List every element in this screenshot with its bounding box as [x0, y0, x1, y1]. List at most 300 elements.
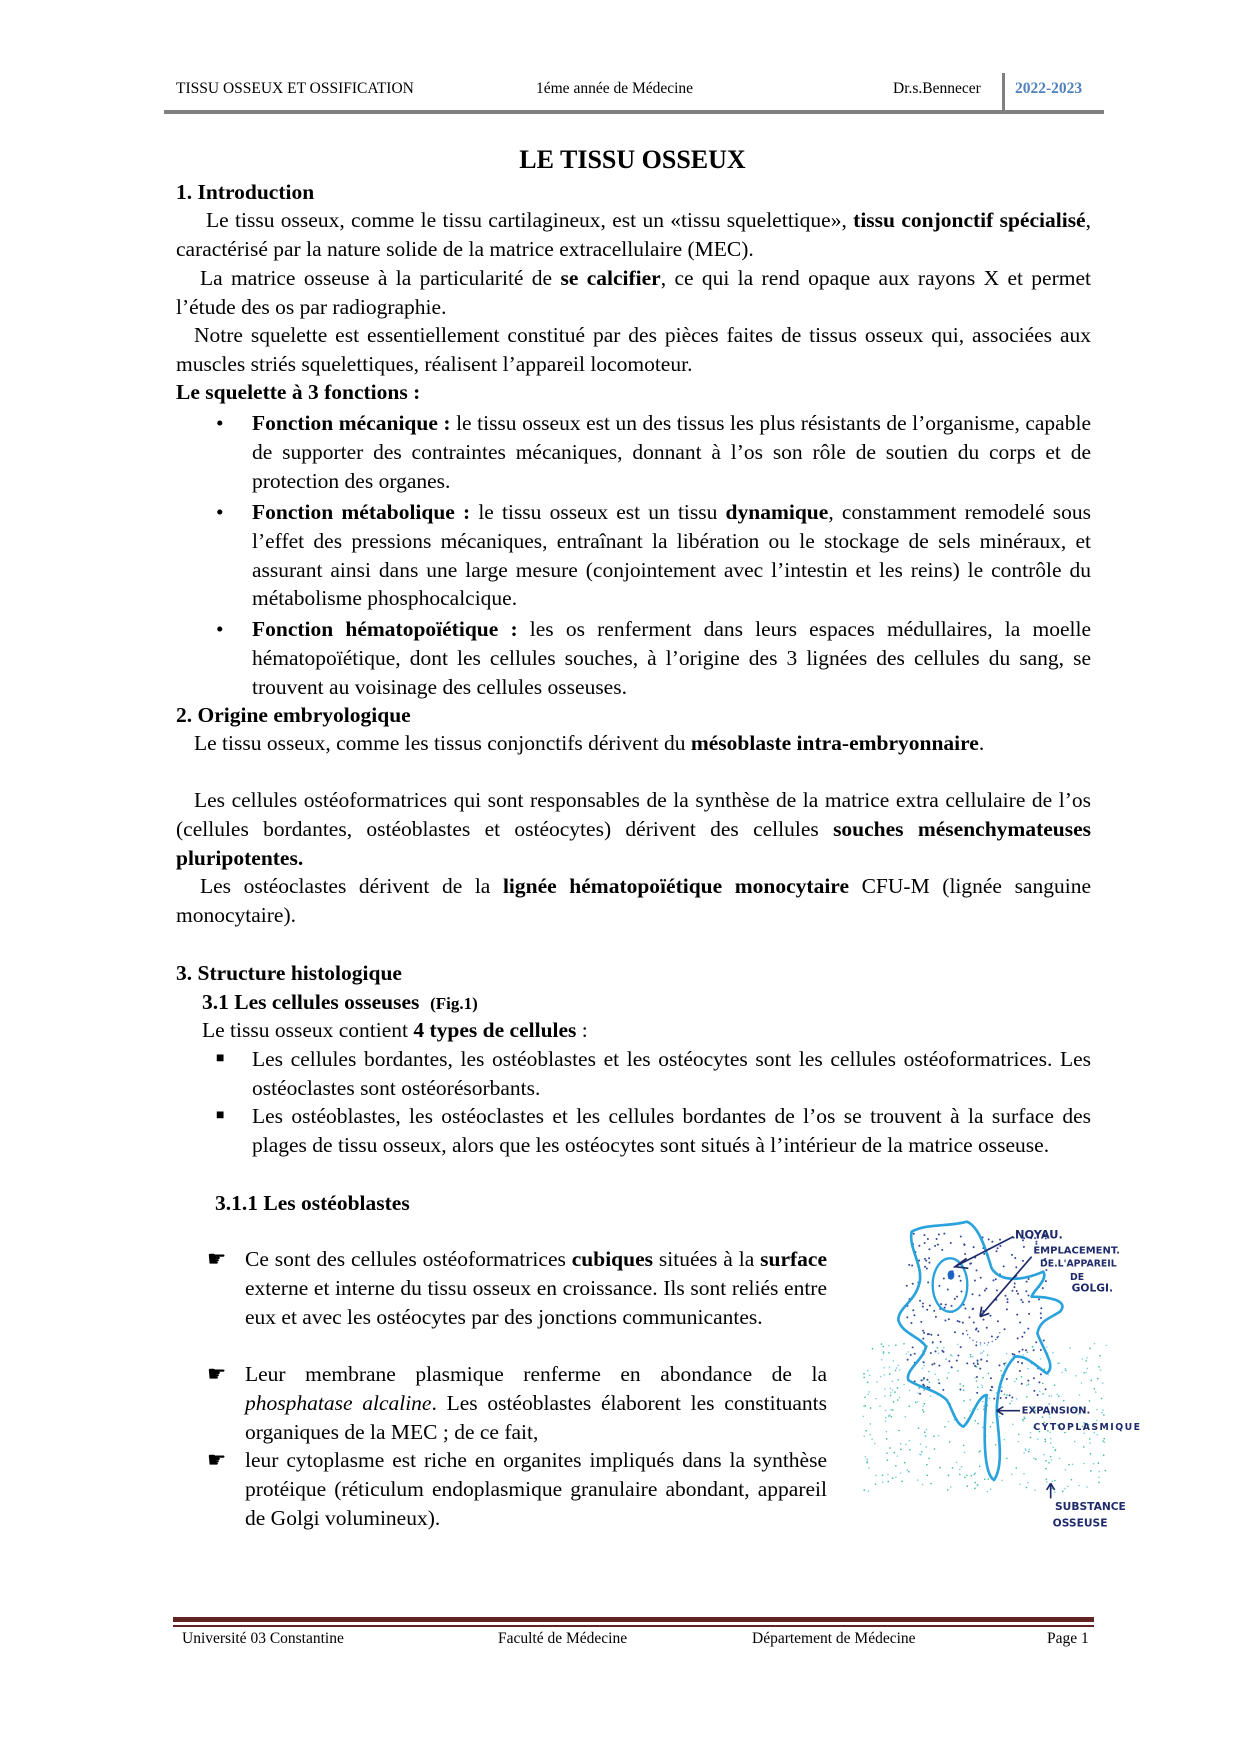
matrix-dot — [1089, 1400, 1091, 1402]
matrix-dot — [1019, 1483, 1021, 1485]
matrix-dot — [970, 1354, 972, 1356]
matrix-dot — [1021, 1376, 1023, 1378]
cytoplasm-dot — [960, 1280, 962, 1282]
matrix-dot — [1085, 1372, 1087, 1374]
figure-reference: (Fig.1) — [430, 994, 478, 1013]
text-run: leur cytoplasme est riche en organites impliqués dans la synthèse protéique (réticulum endoplasmique granulaire abondant, appareil de Golgi volumineux). — [245, 1448, 827, 1530]
cytoplasm-dot — [938, 1234, 940, 1236]
matrix-dot — [926, 1429, 928, 1431]
cytoplasm-dot — [960, 1346, 962, 1348]
cytoplasm-dot — [1033, 1349, 1035, 1351]
matrix-dot — [883, 1367, 885, 1369]
matrix-dot — [881, 1343, 883, 1345]
cytoplasm-dot — [1009, 1394, 1011, 1396]
matrix-dot — [1054, 1480, 1056, 1482]
cytoplasm-dot — [977, 1359, 979, 1361]
bold-text: cubiques — [571, 1247, 654, 1271]
matrix-dot — [871, 1438, 873, 1440]
cytoplasm-dot — [943, 1233, 945, 1235]
matrix-dot — [961, 1466, 963, 1468]
intro-paragraph — [176, 321, 1091, 379]
matrix-dot — [956, 1462, 958, 1464]
cytoplasm-dot — [1043, 1340, 1045, 1342]
matrix-dot — [959, 1383, 961, 1385]
matrix-dot — [1026, 1351, 1028, 1353]
square-bullet-icon: ■ — [216, 1051, 225, 1066]
matrix-dot — [885, 1410, 887, 1412]
cytoplasm-dot — [906, 1316, 908, 1318]
matrix-dot — [1068, 1464, 1070, 1466]
cytoplasm-dot — [948, 1318, 950, 1320]
matrix-dot — [977, 1423, 979, 1425]
cytoplasm-dot — [991, 1386, 993, 1388]
matrix-dot — [908, 1471, 910, 1473]
matrix-dot — [881, 1359, 883, 1361]
cytoplasm-dot — [991, 1241, 993, 1243]
cytoplasm-dot — [980, 1359, 982, 1361]
cytoplasm-dot — [997, 1247, 999, 1249]
square-bullet-icon: ■ — [216, 1108, 225, 1123]
matrix-dot — [995, 1444, 997, 1446]
cytoplasm-dot — [937, 1334, 939, 1336]
matrix-dot — [939, 1467, 941, 1469]
matrix-dot — [883, 1353, 885, 1355]
matrix-dot — [1034, 1489, 1036, 1491]
matrix-dot — [975, 1472, 977, 1474]
matrix-dot — [906, 1469, 908, 1471]
matrix-dot — [1048, 1395, 1050, 1397]
matrix-dot — [987, 1354, 989, 1356]
cytoplasm-dot — [922, 1330, 924, 1332]
matrix-dot — [1006, 1353, 1008, 1355]
cytoplasm-dot — [1004, 1295, 1006, 1297]
matrix-dot — [867, 1393, 869, 1395]
figure-label-substance: OSSEUSE — [1052, 1516, 1108, 1530]
matrix-dot — [1003, 1439, 1005, 1441]
matrix-dot — [1079, 1394, 1081, 1396]
cytoplasm-dot — [986, 1360, 988, 1362]
cytoplasm-dot — [923, 1234, 925, 1236]
matrix-dot — [1009, 1403, 1011, 1405]
matrix-dot — [909, 1449, 911, 1451]
bold-text: souches mésenchymateuses pluripotentes. — [176, 816, 1092, 870]
matrix-dot — [1037, 1438, 1039, 1440]
matrix-dot — [1012, 1424, 1014, 1426]
matrix-dot — [917, 1392, 919, 1394]
cytoplasm-dot — [985, 1288, 987, 1290]
figure-label-golgi: GOLGI. — [1071, 1281, 1114, 1295]
matrix-dot — [982, 1427, 984, 1429]
cytoplasm-dot — [960, 1236, 962, 1238]
text-run: , constamment remodelé sous l’effet des pressions mécaniques, entraînant la libération ou le stockage de sels minéraux, et assurant ainsi dans une large mesure (conjointement avec l’intestin et les reins) le contrôle du métabolisme phosphocalcique. — [252, 500, 1092, 611]
matrix-dot — [1096, 1420, 1098, 1422]
footer-university: Université 03 Constantine — [182, 1630, 344, 1647]
cytoplasm-dot — [957, 1355, 959, 1357]
matrix-dot — [1072, 1464, 1074, 1466]
matrix-dot — [1048, 1403, 1050, 1405]
cytoplasm-dot — [990, 1389, 992, 1391]
matrix-dot — [1052, 1352, 1054, 1354]
matrix-dot — [867, 1381, 869, 1383]
bullet-icon: • — [216, 617, 224, 641]
matrix-dot — [1098, 1482, 1100, 1484]
cytoplasm-dot — [1011, 1396, 1013, 1398]
matrix-dot — [1103, 1454, 1105, 1456]
cytoplasm-dot — [983, 1253, 985, 1255]
matrix-dot — [1064, 1488, 1066, 1490]
header-year-level: 1éme année de Médecine — [536, 80, 694, 97]
cytoplasm-dot — [913, 1314, 915, 1316]
cytoplasm-dot — [938, 1382, 940, 1384]
cytoplasm-dot — [999, 1245, 1001, 1247]
matrix-dot — [1006, 1457, 1008, 1459]
cytoplasm-dot — [993, 1398, 995, 1400]
cytoplasm-dot — [976, 1392, 978, 1394]
cytoplasm-dot — [1025, 1349, 1027, 1351]
header-course: TISSU OSSEUX ET OSSIFICATION — [176, 80, 414, 97]
cytoplasm-dot — [1042, 1287, 1044, 1289]
list-item-text — [245, 1362, 827, 1444]
matrix-dot — [1006, 1394, 1008, 1396]
cytoplasm-dot — [1003, 1265, 1005, 1267]
cytoplasm-dot — [951, 1366, 953, 1368]
matrix-dot — [1046, 1481, 1048, 1483]
cytoplasm-dot — [1040, 1373, 1042, 1375]
matrix-dot — [974, 1482, 976, 1484]
cytoplasm-dot — [930, 1352, 932, 1354]
pointing-hand-icon: ☛ — [207, 1448, 227, 1472]
cytoplasm-dot — [928, 1257, 930, 1259]
cytoplasm-dot — [999, 1239, 1001, 1241]
cytoplasm-dot — [1040, 1307, 1042, 1309]
matrix-dot — [875, 1398, 877, 1400]
matrix-dot — [899, 1369, 901, 1371]
list-item-text — [245, 1247, 827, 1329]
matrix-dot — [1043, 1454, 1045, 1456]
text-run: Les ostéoclastes dérivent de la — [200, 874, 503, 898]
footer-rule — [173, 1617, 1094, 1622]
matrix-dot — [863, 1373, 865, 1375]
list-item — [216, 409, 1091, 495]
text-run: : — [576, 1018, 588, 1042]
cytoplasm-dot — [920, 1321, 922, 1323]
figure-label-substance: SUBSTANCE — [1055, 1500, 1126, 1513]
cytoplasm-dot — [1003, 1363, 1005, 1365]
matrix-dot — [903, 1343, 905, 1345]
figure-label-expansion: CYTOPLASMIQUE — [1033, 1422, 1140, 1433]
matrix-dot — [883, 1374, 885, 1376]
matrix-dot — [948, 1475, 950, 1477]
matrix-dot — [923, 1411, 925, 1413]
matrix-dot — [1054, 1449, 1056, 1451]
matrix-dot — [900, 1472, 902, 1474]
matrix-dot — [1098, 1366, 1100, 1368]
cytoplasm-dot — [927, 1238, 929, 1240]
cytoplasm-dot — [1035, 1341, 1037, 1343]
cytoplasm-dot — [912, 1283, 914, 1285]
matrix-dot — [865, 1430, 867, 1432]
list-item — [216, 498, 1092, 613]
matrix-dot — [880, 1376, 882, 1378]
cytoplasm-dot — [1020, 1299, 1022, 1301]
matrix-dot — [951, 1355, 953, 1357]
matrix-dot — [899, 1397, 901, 1399]
cytoplasm-dot — [923, 1361, 925, 1363]
matrix-dot — [959, 1469, 961, 1471]
matrix-dot — [868, 1467, 870, 1469]
matrix-dot — [1074, 1441, 1076, 1443]
matrix-dot — [888, 1345, 890, 1347]
cytoplasm-dot — [958, 1275, 960, 1277]
cells-intro — [202, 1016, 1117, 1045]
matrix-dot — [920, 1443, 922, 1445]
matrix-dot — [1086, 1486, 1088, 1488]
matrix-dot — [917, 1401, 919, 1403]
matrix-dot — [894, 1391, 896, 1393]
cytoplasm-dot — [974, 1365, 976, 1367]
text-run: La matrice osseuse à la particularité de — [200, 266, 561, 290]
header-academic-year: 2022-2023 — [1015, 80, 1083, 97]
matrix-dot — [936, 1347, 938, 1349]
matrix-dot — [898, 1365, 900, 1367]
matrix-dot — [923, 1365, 925, 1367]
cytoplasm-dot — [1021, 1336, 1023, 1338]
matrix-dot — [1001, 1386, 1003, 1388]
cytoplasm-dot — [1028, 1313, 1030, 1315]
matrix-dot — [930, 1395, 932, 1397]
matrix-dot — [892, 1409, 894, 1411]
cytoplasm-dot — [910, 1354, 912, 1356]
matrix-dot — [867, 1370, 869, 1372]
matrix-dot — [1044, 1439, 1046, 1441]
cytoplasm-dot — [1007, 1301, 1009, 1303]
cytoplasm-dot — [935, 1316, 937, 1318]
matrix-dot — [984, 1478, 986, 1480]
cytoplasm-dot — [1017, 1361, 1019, 1363]
cytoplasm-dot — [1015, 1266, 1017, 1268]
matrix-dot — [990, 1426, 992, 1428]
header-author: Dr.s.Bennecer — [893, 80, 981, 97]
cytoplasm-dot — [944, 1319, 946, 1321]
cytoplasm-dot — [996, 1250, 998, 1252]
matrix-dot — [1069, 1347, 1071, 1349]
matrix-dot — [1032, 1347, 1034, 1349]
cytoplasm-dot — [1000, 1397, 1002, 1399]
matrix-dot — [1030, 1437, 1032, 1439]
matrix-dot — [1056, 1394, 1058, 1396]
matrix-dot — [898, 1430, 900, 1432]
matrix-dot — [890, 1409, 892, 1411]
matrix-dot — [872, 1348, 874, 1350]
cytoplasm-dot — [941, 1350, 943, 1352]
matrix-dot — [987, 1344, 989, 1346]
matrix-dot — [1026, 1396, 1028, 1398]
matrix-dot — [884, 1388, 886, 1390]
matrix-dot — [909, 1390, 911, 1392]
matrix-dot — [897, 1399, 899, 1401]
cytoplasm-dot — [984, 1289, 986, 1291]
footer-page-number: Page 1 — [1047, 1630, 1089, 1647]
cytoplasm-dot — [910, 1322, 912, 1324]
cytoplasm-dot — [964, 1308, 966, 1310]
cytoplasm-dot — [1006, 1308, 1008, 1310]
matrix-dot — [1024, 1417, 1026, 1419]
matrix-dot — [905, 1444, 907, 1446]
cytoplasm-dot — [956, 1360, 958, 1362]
matrix-dot — [925, 1446, 927, 1448]
list-item-text — [252, 617, 1091, 699]
matrix-dot — [1015, 1467, 1017, 1469]
bold-text: Fonction hématopoïétique : — [252, 617, 518, 641]
matrix-dot — [1042, 1383, 1044, 1385]
cytoplasm-dot — [938, 1285, 940, 1287]
cytoplasm-dot — [982, 1319, 984, 1321]
matrix-dot — [883, 1351, 885, 1353]
matrix-dot — [866, 1462, 868, 1464]
cytoplasm-dot — [977, 1330, 979, 1332]
intro-heading: 1. Introduction — [176, 180, 315, 204]
matrix-dot — [969, 1410, 971, 1412]
matrix-dot — [972, 1356, 974, 1358]
bullet-icon: • — [216, 500, 224, 524]
cytoplasm-dot — [924, 1266, 926, 1268]
origin-paragraph — [176, 872, 1091, 930]
matrix-dot — [922, 1367, 924, 1369]
cytoplasm-dot — [936, 1238, 938, 1240]
matrix-dot — [1101, 1412, 1103, 1414]
matrix-dot — [1011, 1473, 1013, 1475]
text-run: Le tissu osseux, comme le tissu cartilagineux, est un «tissu squelettique», — [206, 208, 854, 232]
matrix-dot — [874, 1443, 876, 1445]
matrix-dot — [1033, 1457, 1035, 1459]
matrix-dot — [1017, 1441, 1019, 1443]
cytoplasm-dot — [1035, 1243, 1037, 1245]
text-run: Ce sont des cellules ostéoformatrices — [245, 1247, 572, 1271]
bold-text: Fonction métabolique : — [252, 500, 471, 524]
figure-label-golgi: EMPLACEMENT. — [1033, 1245, 1120, 1257]
matrix-dot — [1023, 1473, 1025, 1475]
golgi-zone — [967, 1330, 1000, 1343]
cytoplasm-dot — [914, 1353, 916, 1355]
matrix-dot — [893, 1452, 895, 1454]
cytoplasm-dot — [1023, 1332, 1025, 1334]
matrix-dot — [944, 1426, 946, 1428]
matrix-dot — [1040, 1358, 1042, 1360]
list-item-text — [252, 500, 1091, 610]
cytoplasm-dot — [919, 1393, 921, 1395]
matrix-dot — [1059, 1458, 1061, 1460]
cytoplasm-dot — [956, 1296, 958, 1298]
list-item-text — [252, 411, 1091, 493]
text-run: Les cellules ostéoformatrices qui sont responsables de la synthèse de la matrice extra cellulaire de l’os (cellules bordantes, ostéoblastes et ostéocytes) dérivent des cellules — [176, 788, 1091, 841]
matrix-dot — [1061, 1372, 1063, 1374]
matrix-dot — [966, 1485, 968, 1487]
matrix-dot — [1045, 1478, 1047, 1480]
matrix-dot — [1016, 1378, 1018, 1380]
matrix-dot — [938, 1379, 940, 1381]
matrix-dot — [1089, 1348, 1091, 1350]
matrix-dot — [923, 1389, 925, 1391]
intro-paragraph — [176, 264, 1091, 322]
matrix-dot — [1058, 1395, 1060, 1397]
matrix-dot — [974, 1420, 976, 1422]
matrix-dot — [893, 1401, 895, 1403]
matrix-dot — [1022, 1420, 1024, 1422]
matrix-dot — [1027, 1482, 1029, 1484]
bold-text: mésoblaste intra-embryonnaire — [690, 731, 979, 755]
matrix-dot — [921, 1451, 923, 1453]
cytoplasm-dot — [928, 1333, 930, 1335]
cytoplasm-dot — [951, 1305, 953, 1307]
cytoplasm-dot — [933, 1310, 935, 1312]
matrix-dot — [990, 1488, 992, 1490]
matrix-dot — [1103, 1438, 1105, 1440]
matrix-dot — [1065, 1469, 1067, 1471]
matrix-dot — [1089, 1438, 1091, 1440]
matrix-dot — [903, 1384, 905, 1386]
bold-text: tissu conjonctif spécialisé — [853, 208, 1086, 232]
cytoplasm-dot — [912, 1309, 914, 1311]
osteoblasts-heading: 3.1.1 Les ostéoblastes — [215, 1191, 410, 1215]
cytoplasm-dot — [969, 1263, 971, 1265]
cytoplasm-dot — [1011, 1254, 1013, 1256]
cytoplasm-dot — [1038, 1381, 1040, 1383]
cytoplasm-dot — [1021, 1362, 1023, 1364]
cytoplasm-dot — [921, 1379, 923, 1381]
matrix-dot — [983, 1350, 985, 1352]
matrix-dot — [892, 1389, 894, 1391]
matrix-dot — [1026, 1487, 1028, 1489]
matrix-dot — [925, 1435, 927, 1437]
matrix-dot — [909, 1405, 911, 1407]
cytoplasm-dot — [926, 1309, 928, 1311]
matrix-dot — [875, 1475, 877, 1477]
text-run: . Les ostéoblastes élaborent les constituants organiques de la MEC ; de ce fait, — [245, 1390, 827, 1444]
header-divider — [1002, 73, 1005, 112]
matrix-dot — [923, 1403, 925, 1405]
matrix-dot — [938, 1435, 940, 1437]
matrix-dot — [1045, 1468, 1047, 1470]
matrix-dot — [864, 1396, 866, 1398]
matrix-dot — [976, 1380, 978, 1382]
matrix-dot — [870, 1423, 872, 1425]
matrix-dot — [926, 1464, 928, 1466]
cytoplasm-dot — [980, 1277, 982, 1279]
cytoplasm-dot — [979, 1294, 981, 1296]
matrix-dot — [964, 1452, 966, 1454]
cytoplasm-dot — [1037, 1394, 1039, 1396]
matrix-dot — [890, 1388, 892, 1390]
matrix-dot — [869, 1374, 871, 1376]
bold-text: lignée hématopoïétique monocytaire — [502, 874, 849, 898]
matrix-dot — [977, 1409, 979, 1411]
matrix-dot — [986, 1491, 988, 1493]
cytoplasm-dot — [962, 1333, 964, 1335]
matrix-dot — [992, 1422, 994, 1424]
cytoplasm-dot — [973, 1246, 975, 1248]
cytoplasm-dot — [1027, 1380, 1029, 1382]
cytoplasm-dot — [1014, 1283, 1016, 1285]
matrix-dot — [1105, 1470, 1107, 1472]
cytoplasm-dot — [1025, 1290, 1027, 1292]
matrix-dot — [1014, 1381, 1016, 1383]
cytoplasm-dot — [1027, 1295, 1029, 1297]
matrix-dot — [977, 1361, 979, 1363]
matrix-dot — [1096, 1409, 1098, 1411]
matrix-dot — [1065, 1368, 1067, 1370]
matrix-dot — [890, 1395, 892, 1397]
matrix-dot — [891, 1416, 893, 1418]
